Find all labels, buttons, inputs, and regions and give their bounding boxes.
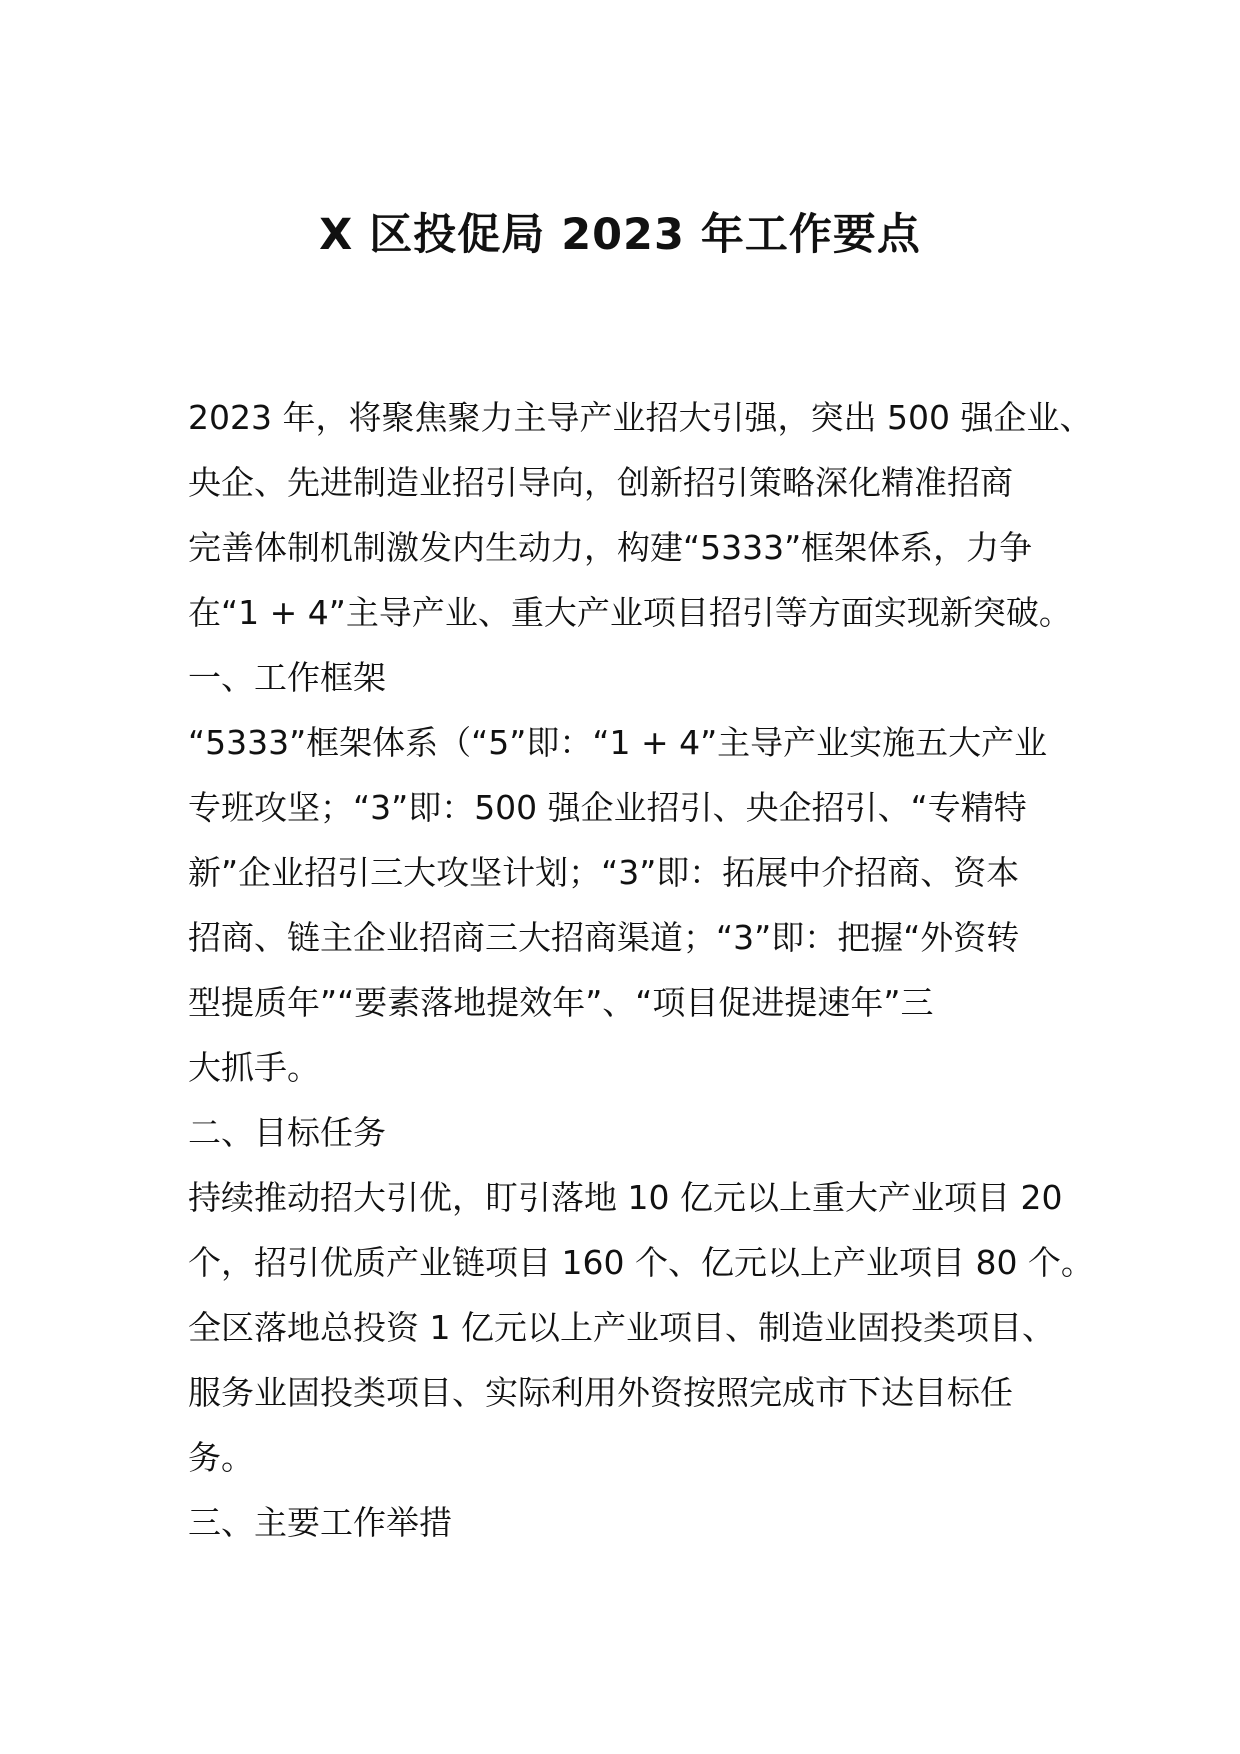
framework-line-2: 专班攻坚；“3”即：500 强企业招引、央企招引、“专精特: [188, 788, 1027, 827]
intro-line-3: 完善体制机制激发内生动力，构建“5333”框架体系，力争: [188, 528, 1033, 567]
document-body: [188, 385, 1094, 1555]
targets-line-3: 全区落地总投资 1 亿元以上产业项目、制造业固投类项目、: [188, 1308, 1055, 1347]
framework-line-4: 招商、链主企业招商三大招商渠道；“3”即：把握“外资转: [188, 918, 1020, 957]
section-heading-framework: 一、工作框架: [188, 658, 386, 697]
targets-line-1: 持续推动招大引优，盯引落地 10 亿元以上重大产业项目 20: [188, 1178, 1063, 1217]
targets-line-2: 个，招引优质产业链项目 160 个、亿元以上产业项目 80 个。: [188, 1243, 1094, 1282]
targets-line-5: 务。: [188, 1438, 254, 1477]
framework-line-5: 型提质年”“要素落地提效年”、“项目促进提速年”三: [188, 983, 934, 1022]
targets-line-4: 服务业固投类项目、实际利用外资按照完成市下达目标任: [188, 1373, 1013, 1412]
document-title: X 区投促局 2023 年工作要点: [319, 210, 921, 260]
section-heading-measures: 三、主要工作举措: [188, 1503, 452, 1542]
intro-line-4: 在“1 + 4”主导产业、重大产业项目招引等方面实现新突破。: [188, 593, 1072, 632]
framework-line-3: 新”企业招引三大攻坚计划；“3”即：拓展中介招商、资本: [188, 853, 1020, 892]
framework-line-1: “5333”框架体系（“5”即：“1 + 4”主导产业实施五大产业: [188, 723, 1048, 762]
intro-line-1: 2023 年，将聚焦聚力主导产业招大引强，突出 500 强企业、: [188, 398, 1093, 437]
framework-line-6: 大抓手。: [188, 1048, 320, 1087]
section-heading-targets: 二、目标任务: [188, 1113, 386, 1152]
intro-line-2: 央企、先进制造业招引导向，创新招引策略深化精准招商: [188, 463, 1013, 502]
